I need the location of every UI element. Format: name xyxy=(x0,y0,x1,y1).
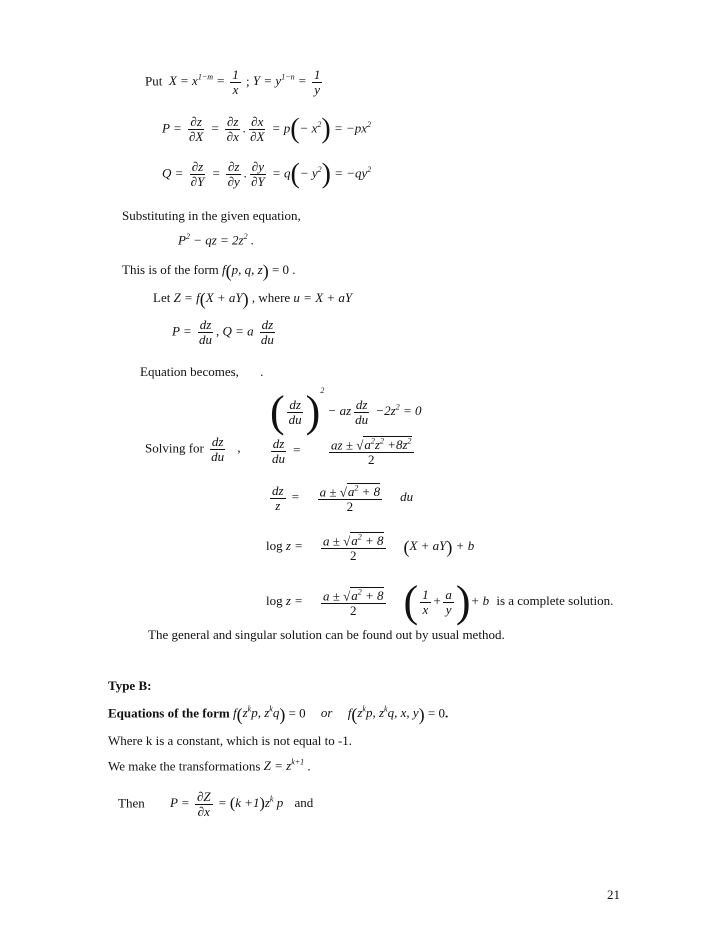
frac-1-x: $\frac{1}{x}$ xyxy=(232,67,239,97)
eq-X: $X = x^{1-m}$ = xyxy=(165,73,226,89)
frac-1-y: $\frac{1}{y}$ xyxy=(313,67,321,97)
eq-becomes-line: Equation becomes, . xyxy=(140,364,264,379)
then-line: Then P = $\frac{\partial Z}{\partial x}$ = $(k +1)z^k$ p and xyxy=(118,789,314,819)
this-form-line: This is of the form f(p, q, z) = 0 . xyxy=(122,261,296,282)
page-number: 21 xyxy=(607,887,620,902)
eq-P-Q-du: P = $\frac{dz}{du}$ , Q = a $\frac{dz}{du}$ xyxy=(172,317,274,347)
we-make-line: We make the transformations $Z = z^{k+1}$ . xyxy=(108,758,311,774)
let-line: Let Z = f(X + aY) , where u = X + aY xyxy=(153,289,353,310)
eq-of-form-line: Equations of the form $f(z^kp$, $z^kq) = 0$ or $f(z^kp$, $z^kq$, x, y) = 0. xyxy=(108,704,449,725)
eq-P2-qz: $P^2$ − qz = $2z^2$ . xyxy=(178,232,255,248)
semicolon: ; xyxy=(246,73,250,89)
eq-log-z-1: log z = $\frac{a \pm √a^2 + 8}{2}$ (X + aY) + b xyxy=(266,533,475,564)
put-line xyxy=(145,68,324,97)
eq-dz-z: $\frac{dz}{z}$ = $\frac{a \pm √a^2 + 8}{2}$ du xyxy=(272,482,414,515)
eq-Q-transform: Q = $\frac{\partial z}{\partial Y}$ = $\frac{\partial z}{\partial y}$ . $\frac{\partial y}{\partial Y}$ = $q(- y^2) = -qy^2$ xyxy=(162,158,372,190)
general-singular-text: The general and singular solution can be found out by usual method. xyxy=(148,627,505,642)
eq-dz-du-solution: $\frac{dz}{du}$ = $\frac{az \pm √a^2z^2 +8z^2}{2}$ xyxy=(272,435,412,468)
complete-solution-text: is a complete solution. xyxy=(496,592,614,608)
eq-ode: ( $\frac{dz}{du}$ )$^2$ − az $\frac{dz}{du}$ $-2z^2 = 0$ xyxy=(270,386,422,437)
substituting-text: Substituting in the given equation, xyxy=(122,208,301,223)
eq-P-transform: P = $\frac{\partial z}{\partial X}$ = $\frac{\partial z}{\partial x}$ . $\frac{\partial x}{\partial X}$ = $p(- x^2) = -px^2$ xyxy=(162,113,372,145)
type-b-heading: Type B: xyxy=(108,678,152,693)
put-label: Put xyxy=(145,73,163,89)
where-k-text: Where k is a constant, which is not equal to -1. xyxy=(108,733,353,748)
eq-Y: $Y = y^{1-n}$ = xyxy=(252,73,307,89)
solving-line: Solving for $\frac{dz}{du}$ , xyxy=(145,434,241,464)
eq-log-z-2: log z = $\frac{a \pm √a^2 + 8}{2}$ ( $\frac{1}{x}$ + $\frac{a}{y}$ )+ b is a complete solution. xyxy=(266,577,614,626)
